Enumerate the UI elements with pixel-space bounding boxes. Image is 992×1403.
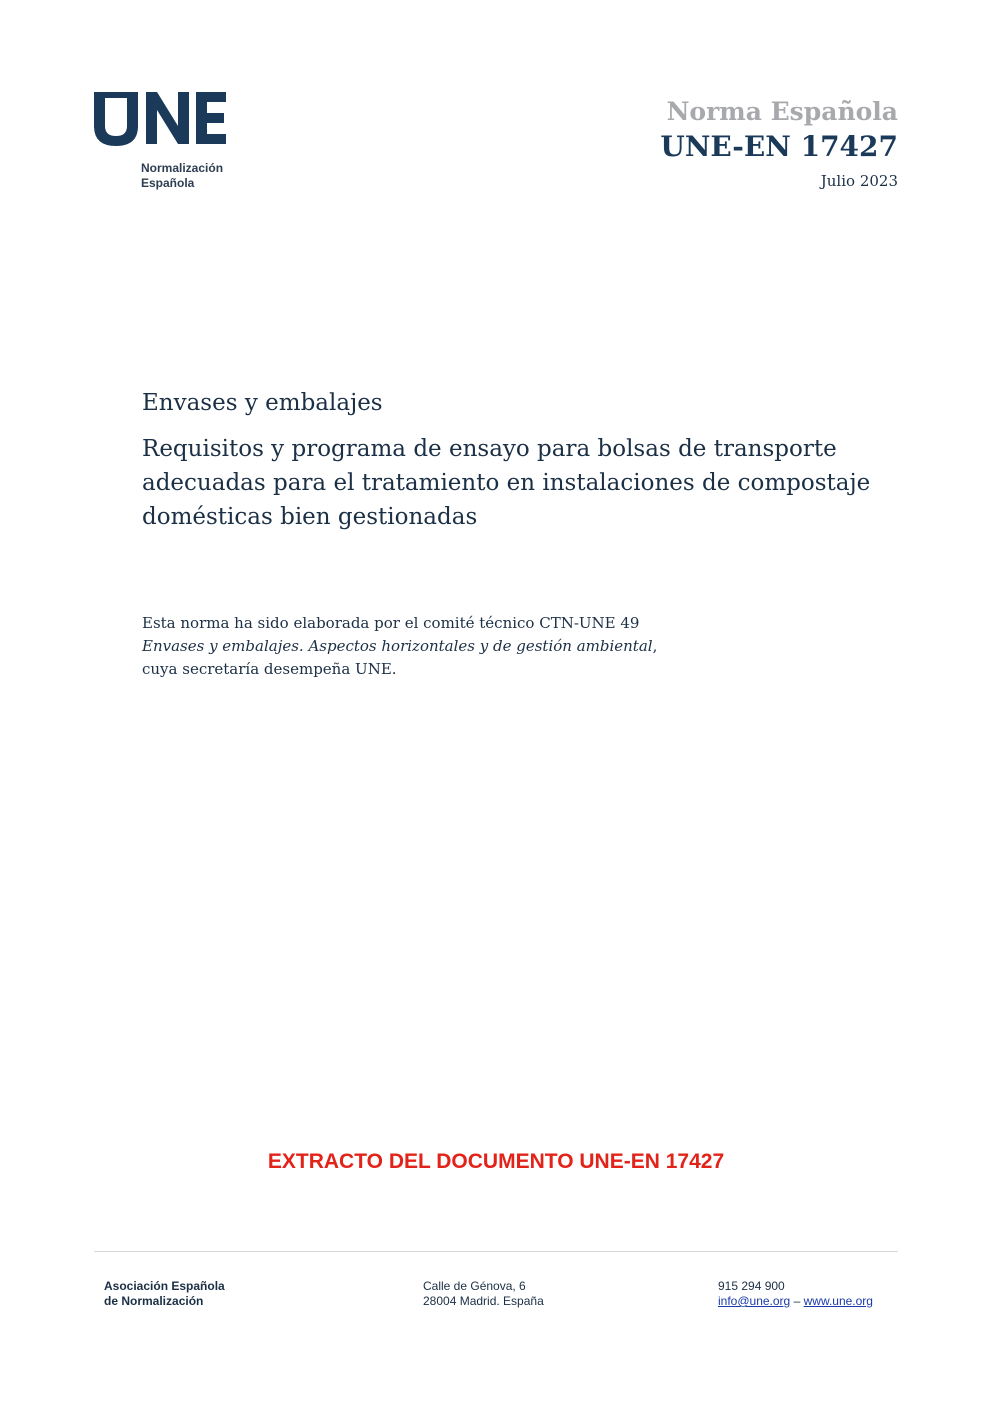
footer-separator: – bbox=[793, 1294, 801, 1308]
footer-address bbox=[423, 1279, 544, 1309]
extract-notice: EXTRACTO DEL DOCUMENTO UNE-EN 17427 bbox=[267, 1150, 725, 1173]
footer-addr-line1: Calle de Génova, 6 bbox=[423, 1279, 526, 1293]
footer-org-line2: de Normalización bbox=[104, 1294, 204, 1308]
committee-statement bbox=[142, 612, 662, 681]
title-block bbox=[142, 386, 902, 534]
logo-subtitle-line1: Normalización bbox=[141, 161, 224, 175]
committee-text-2: , cuya secretaría desempeña UNE. bbox=[142, 637, 658, 678]
email-link[interactable]: info@une.org bbox=[718, 1294, 791, 1308]
standard-header bbox=[660, 96, 898, 190]
committee-text-1: Esta norma ha sido elaborada por el comité técnico CTN-UNE 49 bbox=[142, 614, 640, 632]
logo-subtitle bbox=[141, 161, 223, 191]
website-link[interactable]: www.une.org bbox=[803, 1294, 873, 1308]
footer-organization bbox=[104, 1279, 225, 1309]
footer-links bbox=[718, 1294, 873, 1309]
norma-label: Norma Española bbox=[666, 97, 898, 126]
document-subtitle: Requisitos y programa de ensayo para bolsas de transporte adecuadas para el tratamiento en instalaciones de compostaje domésticas bien gestionadas bbox=[142, 436, 871, 530]
logo-subtitle-line2: Española bbox=[141, 176, 195, 190]
une-logo-mark-icon bbox=[92, 90, 232, 150]
standard-code: UNE-EN 17427 bbox=[660, 130, 898, 163]
committee-name: Envases y embalajes. Aspectos horizontales y de gestión ambiental bbox=[142, 637, 653, 655]
footer-divider bbox=[94, 1251, 898, 1252]
publication-date: Julio 2023 bbox=[820, 172, 898, 190]
footer-contact bbox=[718, 1279, 873, 1309]
footer-addr-line2: 28004 Madrid. España bbox=[423, 1294, 544, 1308]
footer-phone: 915 294 900 bbox=[718, 1279, 785, 1293]
footer-org-line1: Asociación Española bbox=[104, 1279, 225, 1293]
document-title: Envases y embalajes bbox=[142, 390, 383, 416]
